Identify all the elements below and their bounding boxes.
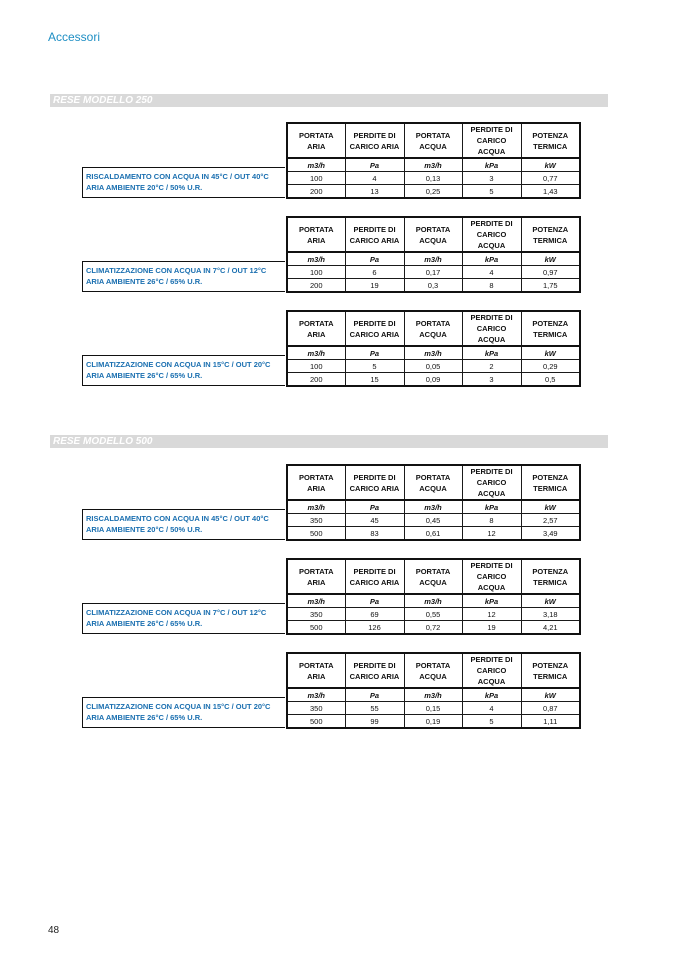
- header-potenza-termica: POTENZA TERMICA: [521, 465, 580, 500]
- value-cell: 0,09: [404, 373, 462, 387]
- header-portata-aria: PORTATA ARIA: [287, 653, 345, 688]
- header-potenza-termica: POTENZA TERMICA: [521, 311, 580, 346]
- header-portata-aria: PORTATA ARIA: [287, 559, 345, 594]
- value-cell: 0,72: [404, 621, 462, 635]
- value-cell: 15: [345, 373, 404, 387]
- value-cell: 13: [345, 185, 404, 199]
- condition-label: [82, 261, 285, 292]
- value-cell: 126: [345, 621, 404, 635]
- performance-table: [286, 558, 581, 635]
- units-row: [287, 500, 580, 514]
- performance-table: [286, 652, 581, 729]
- table-row: [287, 527, 580, 541]
- unit-cell: m3/h: [404, 252, 462, 266]
- header-potenza-termica: POTENZA TERMICA: [521, 653, 580, 688]
- condition-label-line: ARIA AMBIENTE 26°C / 65% U.R.: [86, 619, 203, 628]
- condition-label-line: RISCALDAMENTO CON ACQUA IN 45°C / OUT 40°C: [86, 172, 269, 181]
- performance-table: [286, 122, 581, 199]
- header-perdite-carico-aria: PERDITE DI CARICO ARIA: [345, 465, 404, 500]
- header-potenza-termica: POTENZA TERMICA: [521, 123, 580, 158]
- unit-cell: Pa: [345, 500, 404, 514]
- value-cell: 0,13: [404, 172, 462, 185]
- header-perdite-carico-aria: PERDITE DI CARICO ARIA: [345, 311, 404, 346]
- header-perdite-carico-acqua: PERDITE DI CARICO ACQUA: [462, 123, 521, 158]
- value-cell: 350: [287, 702, 345, 715]
- header-portata-acqua: PORTATA ACQUA: [404, 217, 462, 252]
- value-cell: 6: [345, 266, 404, 279]
- header-portata-acqua: PORTATA ACQUA: [404, 123, 462, 158]
- unit-cell: m3/h: [287, 688, 345, 702]
- header-perdite-carico-acqua: PERDITE DI CARICO ACQUA: [462, 217, 521, 252]
- condition-label: [82, 167, 285, 198]
- condition-label-line: ARIA AMBIENTE 20°C / 50% U.R.: [86, 525, 203, 534]
- value-cell: 12: [462, 527, 521, 541]
- value-cell: 0,15: [404, 702, 462, 715]
- condition-label-line: ARIA AMBIENTE 26°C / 65% U.R.: [86, 713, 203, 722]
- condition-label-line: ARIA AMBIENTE 26°C / 65% U.R.: [86, 371, 203, 380]
- value-cell: 1,75: [521, 279, 580, 293]
- condition-label-line: CLIMATIZZAZIONE CON ACQUA IN 7°C / OUT 12°C: [86, 608, 267, 617]
- units-row: [287, 346, 580, 360]
- unit-cell: kPa: [462, 252, 521, 266]
- unit-cell: kW: [521, 346, 580, 360]
- performance-table: [286, 310, 581, 387]
- value-cell: 4,21: [521, 621, 580, 635]
- value-cell: 55: [345, 702, 404, 715]
- unit-cell: m3/h: [404, 158, 462, 172]
- unit-cell: m3/h: [404, 594, 462, 608]
- unit-cell: m3/h: [287, 594, 345, 608]
- value-cell: 100: [287, 266, 345, 279]
- unit-cell: kPa: [462, 594, 521, 608]
- table-row: [287, 514, 580, 527]
- unit-cell: kPa: [462, 346, 521, 360]
- value-cell: 200: [287, 373, 345, 387]
- value-cell: 19: [462, 621, 521, 635]
- page-header-title: Accessori: [48, 30, 101, 44]
- header-perdite-carico-acqua: PERDITE DI CARICO ACQUA: [462, 311, 521, 346]
- table-row: [287, 702, 580, 715]
- performance-table: [286, 216, 581, 293]
- value-cell: 1,43: [521, 185, 580, 199]
- value-cell: 500: [287, 527, 345, 541]
- value-cell: 100: [287, 360, 345, 373]
- header-row: [287, 217, 580, 252]
- condition-label-line: CLIMATIZZAZIONE CON ACQUA IN 15°C / OUT 20°C: [86, 360, 271, 369]
- condition-label-line: CLIMATIZZAZIONE CON ACQUA IN 7°C / OUT 12°C: [86, 266, 267, 275]
- value-cell: 4: [345, 172, 404, 185]
- unit-cell: m3/h: [287, 500, 345, 514]
- performance-table: [286, 464, 581, 541]
- condition-label: [82, 603, 285, 634]
- header-portata-acqua: PORTATA ACQUA: [404, 465, 462, 500]
- header-potenza-termica: POTENZA TERMICA: [521, 559, 580, 594]
- unit-cell: Pa: [345, 346, 404, 360]
- unit-cell: m3/h: [287, 346, 345, 360]
- condition-label: [82, 355, 285, 386]
- header-perdite-carico-aria: PERDITE DI CARICO ARIA: [345, 217, 404, 252]
- table-row: [287, 373, 580, 387]
- header-perdite-carico-acqua: PERDITE DI CARICO ACQUA: [462, 465, 521, 500]
- header-perdite-carico-aria: PERDITE DI CARICO ARIA: [345, 559, 404, 594]
- condition-label: [82, 509, 285, 540]
- condition-label-line: ARIA AMBIENTE 20°C / 50% U.R.: [86, 183, 203, 192]
- units-row: [287, 594, 580, 608]
- value-cell: 0,3: [404, 279, 462, 293]
- table-row: [287, 360, 580, 373]
- table-row: [287, 608, 580, 621]
- header-portata-acqua: PORTATA ACQUA: [404, 559, 462, 594]
- value-cell: 19: [345, 279, 404, 293]
- value-cell: 45: [345, 514, 404, 527]
- value-cell: 99: [345, 715, 404, 729]
- value-cell: 4: [462, 266, 521, 279]
- value-cell: 8: [462, 279, 521, 293]
- unit-cell: m3/h: [287, 252, 345, 266]
- performance-table-block-3: [82, 310, 579, 388]
- unit-cell: kW: [521, 688, 580, 702]
- value-cell: 0,87: [521, 702, 580, 715]
- value-cell: 4: [462, 702, 521, 715]
- unit-cell: Pa: [345, 158, 404, 172]
- header-portata-aria: PORTATA ARIA: [287, 311, 345, 346]
- value-cell: 500: [287, 715, 345, 729]
- unit-cell: kPa: [462, 158, 521, 172]
- value-cell: 100: [287, 172, 345, 185]
- value-cell: 3: [462, 373, 521, 387]
- value-cell: 500: [287, 621, 345, 635]
- value-cell: 2: [462, 360, 521, 373]
- header-row: [287, 311, 580, 346]
- table-row: [287, 185, 580, 199]
- value-cell: 69: [345, 608, 404, 621]
- unit-cell: kW: [521, 594, 580, 608]
- unit-cell: m3/h: [287, 158, 345, 172]
- header-row: [287, 123, 580, 158]
- value-cell: 0,55: [404, 608, 462, 621]
- header-portata-acqua: PORTATA ACQUA: [404, 311, 462, 346]
- table-row: [287, 172, 580, 185]
- value-cell: 0,5: [521, 373, 580, 387]
- performance-table-block-3: [82, 652, 579, 730]
- unit-cell: kW: [521, 158, 580, 172]
- performance-table-block-2: [82, 558, 579, 636]
- value-cell: 1,11: [521, 715, 580, 729]
- header-perdite-carico-aria: PERDITE DI CARICO ARIA: [345, 653, 404, 688]
- value-cell: 12: [462, 608, 521, 621]
- section-title-500: RESE MODELLO 500: [50, 435, 608, 448]
- header-portata-aria: PORTATA ARIA: [287, 217, 345, 252]
- header-perdite-carico-aria: PERDITE DI CARICO ARIA: [345, 123, 404, 158]
- value-cell: 3,49: [521, 527, 580, 541]
- value-cell: 350: [287, 514, 345, 527]
- header-row: [287, 653, 580, 688]
- table-row: [287, 715, 580, 729]
- header-potenza-termica: POTENZA TERMICA: [521, 217, 580, 252]
- performance-table-block-1: [82, 122, 579, 200]
- value-cell: 3,18: [521, 608, 580, 621]
- unit-cell: kW: [521, 252, 580, 266]
- table-row: [287, 621, 580, 635]
- units-row: [287, 252, 580, 266]
- value-cell: 3: [462, 172, 521, 185]
- value-cell: 0,17: [404, 266, 462, 279]
- value-cell: 5: [462, 715, 521, 729]
- unit-cell: m3/h: [404, 500, 462, 514]
- condition-label-line: RISCALDAMENTO CON ACQUA IN 45°C / OUT 40°C: [86, 514, 269, 523]
- units-row: [287, 688, 580, 702]
- condition-label: [82, 697, 285, 728]
- value-cell: 0,97: [521, 266, 580, 279]
- value-cell: 5: [462, 185, 521, 199]
- condition-label-line: ARIA AMBIENTE 26°C / 65% U.R.: [86, 277, 203, 286]
- header-perdite-carico-acqua: PERDITE DI CARICO ACQUA: [462, 559, 521, 594]
- value-cell: 0,61: [404, 527, 462, 541]
- value-cell: 0,19: [404, 715, 462, 729]
- value-cell: 0,05: [404, 360, 462, 373]
- unit-cell: kPa: [462, 688, 521, 702]
- performance-table-block-1: [82, 464, 579, 542]
- unit-cell: Pa: [345, 688, 404, 702]
- table-row: [287, 266, 580, 279]
- value-cell: 200: [287, 185, 345, 199]
- unit-cell: Pa: [345, 594, 404, 608]
- header-perdite-carico-acqua: PERDITE DI CARICO ACQUA: [462, 653, 521, 688]
- header-portata-aria: PORTATA ARIA: [287, 123, 345, 158]
- value-cell: 0,25: [404, 185, 462, 199]
- condition-label-line: CLIMATIZZAZIONE CON ACQUA IN 15°C / OUT 20°C: [86, 702, 271, 711]
- value-cell: 200: [287, 279, 345, 293]
- value-cell: 0,77: [521, 172, 580, 185]
- header-portata-acqua: PORTATA ACQUA: [404, 653, 462, 688]
- unit-cell: kPa: [462, 500, 521, 514]
- header-portata-aria: PORTATA ARIA: [287, 465, 345, 500]
- value-cell: 0,29: [521, 360, 580, 373]
- header-row: [287, 559, 580, 594]
- unit-cell: Pa: [345, 252, 404, 266]
- value-cell: 5: [345, 360, 404, 373]
- units-row: [287, 158, 580, 172]
- value-cell: 83: [345, 527, 404, 541]
- section-title-250: RESE MODELLO 250: [50, 94, 608, 107]
- header-row: [287, 465, 580, 500]
- value-cell: 0,45: [404, 514, 462, 527]
- value-cell: 8: [462, 514, 521, 527]
- page-number: 48: [48, 925, 60, 936]
- unit-cell: m3/h: [404, 688, 462, 702]
- value-cell: 2,57: [521, 514, 580, 527]
- unit-cell: kW: [521, 500, 580, 514]
- table-row: [287, 279, 580, 293]
- performance-table-block-2: [82, 216, 579, 294]
- value-cell: 350: [287, 608, 345, 621]
- unit-cell: m3/h: [404, 346, 462, 360]
